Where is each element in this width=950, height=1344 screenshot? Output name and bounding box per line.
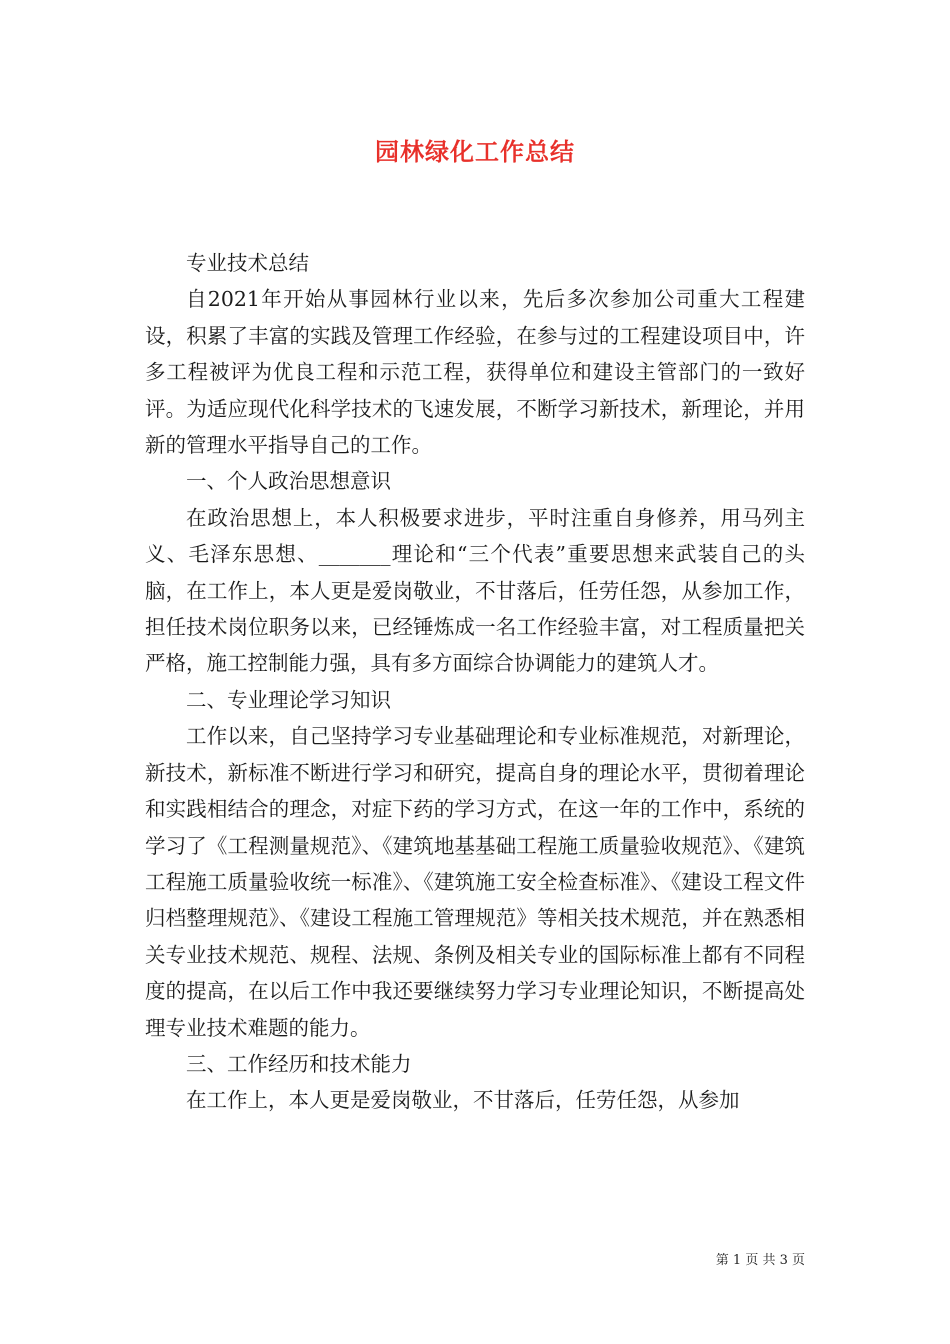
- document-body: [145, 245, 805, 1119]
- paragraph-intro: 自2021年开始从事园林行业以来，先后多次参加公司重大工程建设，积累了丰富的实践及管理工作经验，在参与过的工程建设项目中，许多工程被评为优良工程和示范工程，获得单位和建设主管部门的一致好评。为适应现代化科学技术的飞速发展，不断学习新技术，新理论，并用新的管理水平指导自己的工作。: [145, 287, 805, 458]
- document-title: 园林绿化工作总结: [375, 137, 575, 166]
- section-heading-experience: 三、工作经历和技术能力: [186, 1051, 412, 1076]
- section-heading-theory: 二、专业理论学习知识: [186, 687, 391, 712]
- paragraph-heading-summary: 专业技术总结: [186, 251, 309, 275]
- paragraph-theory: 工作以来，自己坚持学习专业基础理论和专业标准规范，对新理论，新技术，新标准不断进行学习和研究，提高自身的理论水平，贯彻着理论和实践相结合的理念，对症下药的学习方式，在这一年的工作中，系统的学习了《工程测量规范》、《建筑地基基础工程施工质量验收规范》、《建筑工程施工质量验收统一标准》、《建筑施工安全检查标准》、《建设工程文件归档整理规范》、《建设工程施工管理规范》等相关技术规范，并在熟悉相关专业技术规范、规程、法规、条例及相关专业的国际标准上都有不同程度的提高，在以后工作中我还要继续努力学习专业理论知识，不断提高处理专业技术难题的能力。: [145, 724, 805, 1040]
- page-number: 第 1 页 共 3 页: [715, 1253, 805, 1268]
- paragraph-political: 在政治思想上，本人积极要求进步，平时注重自身修养，用马列主义、毛泽东思想、_______理论和“三个代表”重要思想来武装自己的头脑，在工作上，本人更是爱岗敬业，不甘落后，任劳任怨，从参加工作，担任技术岗位职务以来，已经锤炼成一名工作经验丰富，对工程质量把关严格，施工控制能力强，具有多方面综合协调能力的建筑人才。: [145, 505, 805, 676]
- paragraph-experience: 在工作上，本人更是爱岗敬业，不甘落后，任劳任怨，从参加: [186, 1088, 740, 1113]
- section-heading-political: 一、个人政治思想意识: [186, 469, 391, 494]
